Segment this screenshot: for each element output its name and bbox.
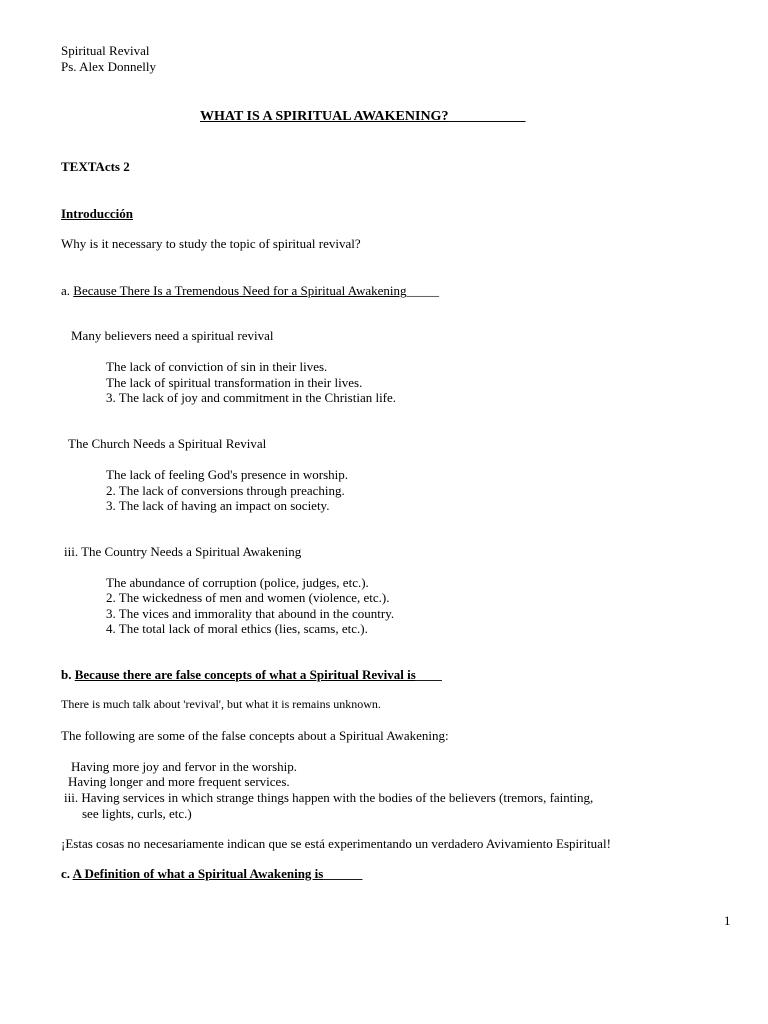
text-reference: TEXTActs 2 bbox=[61, 159, 130, 174]
sub-a3-item: 3. The vices and immorality that abound in the country. bbox=[106, 606, 395, 621]
intro-heading: Introducción bbox=[61, 206, 133, 221]
section-c-heading bbox=[61, 866, 362, 882]
section-b-prefix: b. bbox=[61, 667, 72, 682]
section-b-item: Having more joy and fervor in the worship. bbox=[71, 759, 298, 774]
sub-a3-item: The abundance of corruption (police, judges, etc.). bbox=[106, 575, 369, 590]
page-title bbox=[200, 109, 525, 125]
section-b-item-continued: see lights, curls, etc.) bbox=[82, 806, 192, 821]
section-b-item: iii. Having services in which strange things happen with the bodies of the believers (tremors, fainting, bbox=[64, 790, 594, 805]
sub-a1-item: 3. The lack of joy and commitment in the Christian life. bbox=[106, 390, 397, 405]
sub-a2-label: The Church Needs a Spiritual Revival bbox=[68, 436, 267, 451]
sub-a3-label: iii. The Country Needs a Spiritual Awakening bbox=[64, 544, 302, 559]
sub-a1-item: The lack of spiritual transformation in their lives. bbox=[106, 375, 363, 390]
section-b-item: Having longer and more frequent services. bbox=[68, 774, 290, 789]
sub-a2-item: The lack of feeling God's presence in worship. bbox=[106, 467, 349, 482]
section-a-heading bbox=[61, 283, 439, 299]
section-b-lead: The following are some of the false concepts about a Spiritual Awakening: bbox=[61, 728, 449, 743]
section-b-rule: ____ bbox=[415, 667, 442, 682]
page-number: 1 bbox=[724, 913, 731, 928]
spanish-note: ¡Estas cosas no necesariamente indican que se está experimentando un verdadero Avivamiento Espiritual! bbox=[61, 836, 611, 851]
section-c-prefix: c. bbox=[61, 866, 71, 881]
section-c-title: A Definition of what a Spiritual Awakening is bbox=[72, 866, 324, 881]
sub-a2-item: 3. The lack of having an impact on society. bbox=[106, 498, 330, 513]
page-title-text: WHAT IS A SPIRITUAL AWAKENING? bbox=[200, 109, 449, 124]
section-a-title: Because There Is a Tremendous Need for a Spiritual Awakening bbox=[73, 283, 407, 298]
sub-a1-label: Many believers need a spiritual revival bbox=[71, 328, 274, 343]
header-author: Ps. Alex Donnelly bbox=[61, 59, 156, 74]
sub-a3-item: 2. The wickedness of men and women (violence, etc.). bbox=[106, 590, 390, 605]
sub-a1-item: The lack of conviction of sin in their lives. bbox=[106, 359, 328, 374]
section-a-rule: _____ bbox=[406, 283, 440, 298]
section-c-rule: ______ bbox=[323, 866, 363, 881]
section-b-title: Because there are false concepts of what a Spiritual Revival is bbox=[74, 667, 416, 682]
section-a-prefix: a. bbox=[61, 283, 71, 298]
page-title-rule: ___________ bbox=[448, 109, 526, 124]
sub-a3-item: 4. The total lack of moral ethics (lies, scams, etc.). bbox=[106, 621, 368, 636]
header-title: Spiritual Revival bbox=[61, 43, 150, 58]
section-b-heading bbox=[61, 667, 442, 683]
sub-a2-item: 2. The lack of conversions through preaching. bbox=[106, 483, 345, 498]
section-b-note: There is much talk about 'revival', but what it is remains unknown. bbox=[61, 697, 381, 711]
intro-question: Why is it necessary to study the topic of spiritual revival? bbox=[61, 236, 361, 251]
